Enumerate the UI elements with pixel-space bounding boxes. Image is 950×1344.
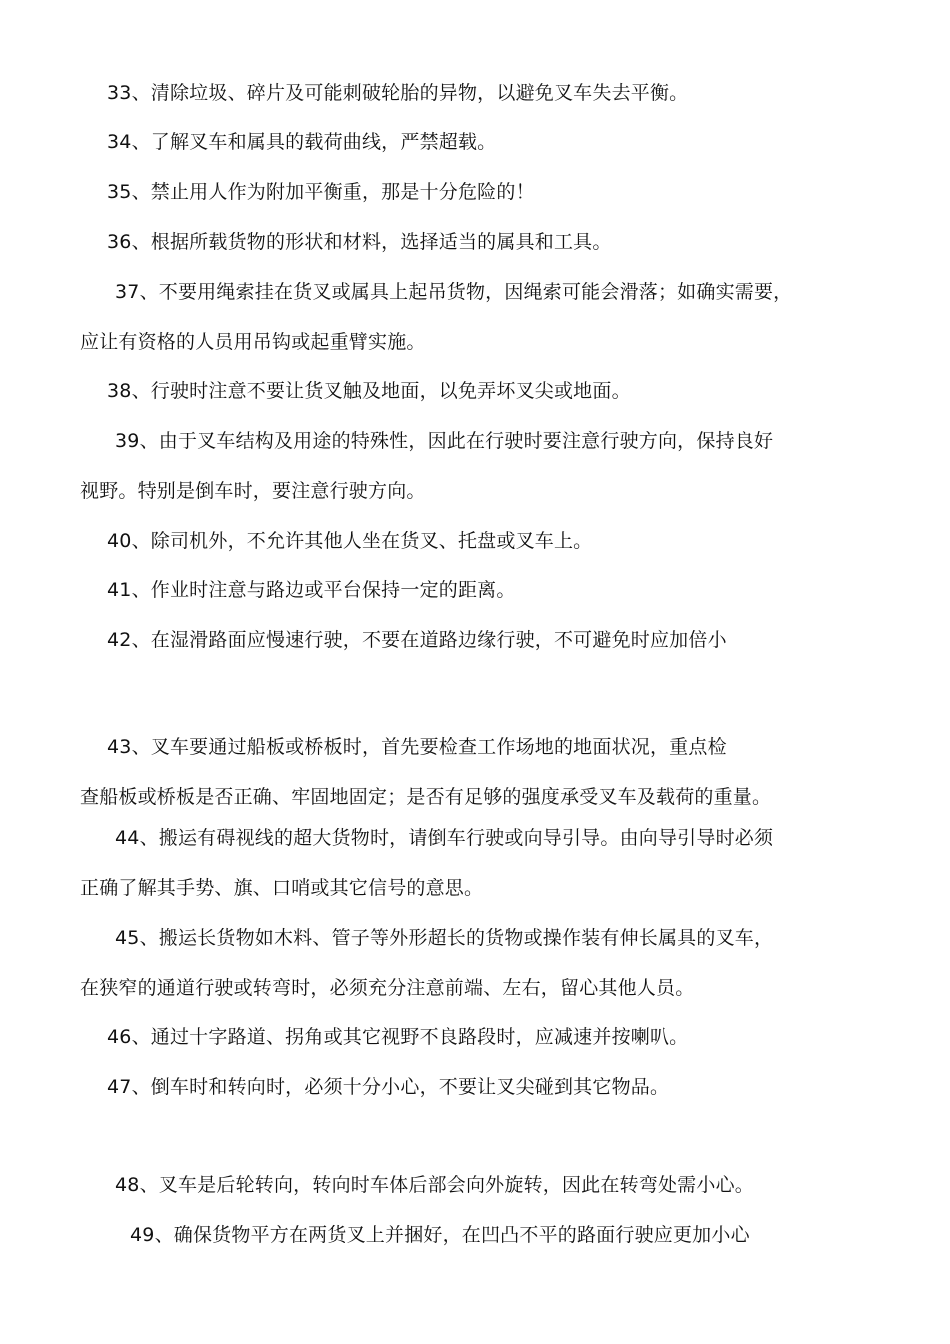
rule-46-text: 46、通过十字路道、拐角或其它视野不良路段时，应减速并按喇叭。 — [107, 1026, 689, 1048]
rule-33-text: 33、清除垃圾、碎片及可能刺破轮胎的异物，以避免叉车失去平衡。 — [107, 82, 689, 104]
rule-45-text-line-2: 在狭窄的通道行驶或转弯时，必须充分注意前端、左右，留心其他人员。 — [80, 977, 695, 999]
rule-39-text-line-2: 视野。特别是倒车时，要注意行驶方向。 — [80, 480, 426, 502]
rule-42-text: 42、在湿滑路面应慢速行驶，不要在道路边缘行驶，不可避免时应加倍小 — [107, 629, 727, 651]
rule-44-text-line-2: 正确了解其手势、旗、口哨或其它信号的意思。 — [80, 877, 484, 899]
rule-43-text-line-2: 查船板或桥板是否正确、牢固地固定；是否有足够的强度承受叉车及载荷的重量。 — [80, 786, 772, 808]
rule-48-text: 48、叉车是后轮转向，转向时车体后部会向外旋转，因此在转弯处需小心。 — [115, 1174, 754, 1196]
rule-45-text-line-1: 45、搬运长货物如木料、管子等外形超长的货物或操作装有伸长属具的叉车， — [115, 927, 774, 949]
rule-40-text: 40、除司机外，不允许其他人坐在货叉、托盘或叉车上。 — [107, 530, 593, 552]
rule-37-text-line-2: 应让有资格的人员用吊钩或起重臂实施。 — [80, 331, 426, 353]
rule-34-text: 34、了解叉车和属具的载荷曲线，严禁超载。 — [107, 131, 497, 153]
rule-38-text: 38、行驶时注意不要让货叉触及地面，以免弄坏叉尖或地面。 — [107, 380, 631, 402]
rule-37-text-line-1: 37、不要用绳索挂在货叉或属具上起吊货物，因绳索可能会滑落；如确实需要， — [115, 281, 793, 303]
rule-47-text: 47、倒车时和转向时，必须十分小心，不要让叉尖碰到其它物品。 — [107, 1076, 670, 1098]
rule-39-text-line-1: 39、由于叉车结构及用途的特殊性，因此在行驶时要注意行驶方向，保持良好 — [115, 430, 774, 452]
rule-43-text-line-1: 43、叉车要通过船板或桥板时，首先要检查工作场地的地面状况，重点检 — [107, 736, 727, 758]
rule-36-text: 36、根据所载货物的形状和材料，选择适当的属具和工具。 — [107, 231, 612, 253]
rule-44-text-line-1: 44、搬运有碍视线的超大货物时，请倒车行驶或向导引导。由向导引导时必须 — [115, 827, 774, 849]
rule-35-text: 35、禁止用人作为附加平衡重，那是十分危险的！ — [107, 181, 535, 203]
rule-49-text: 49、确保货物平方在两货叉上并捆好，在凹凸不平的路面行驶应更加小心 — [130, 1224, 750, 1246]
rule-41-text: 41、作业时注意与路边或平台保持一定的距离。 — [107, 579, 516, 601]
